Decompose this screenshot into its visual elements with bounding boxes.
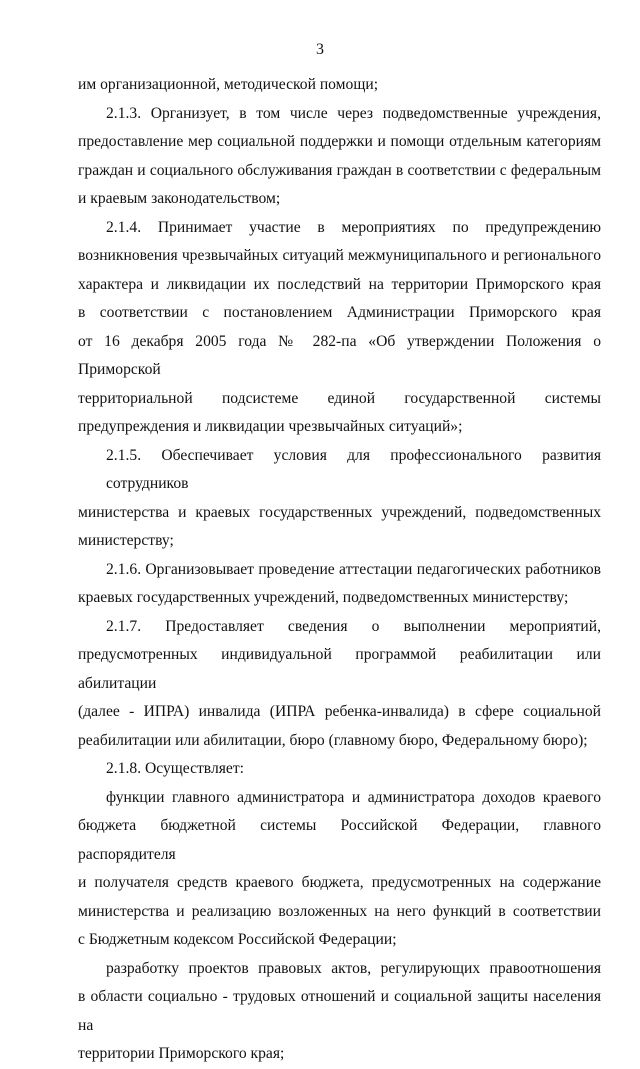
text-line: в области социально - трудовых отношений и социальной защиты населения на xyxy=(78,988,601,1034)
text-line: в соответствии с постановлением Администрации Приморского края xyxy=(78,304,601,321)
paragraph-continuation xyxy=(78,71,601,100)
document-body xyxy=(78,71,601,1069)
paragraph-2-1-8 xyxy=(78,755,601,784)
text-line: предупреждения и ликвидации чрезвычайных ситуаций»; xyxy=(78,418,463,435)
paragraph-2-1-6 xyxy=(78,556,601,613)
text-line: министерству; xyxy=(78,532,174,549)
page-number: 3 xyxy=(316,41,324,58)
text-line: характера и ликвидации их последствий на территории Приморского края xyxy=(78,275,601,293)
text-line: 2.1.3. Организует, в том числе через подведомственные учреждения, xyxy=(106,104,601,122)
paragraph-2-1-3 xyxy=(78,100,601,214)
text-line: 2.1.5. Обеспечивает условия для профессионального развития сотрудников xyxy=(106,446,601,492)
paragraph-functions xyxy=(78,784,601,955)
paragraph-2-1-4 xyxy=(78,214,601,442)
text-line: бюджета бюджетной системы Российской Федерации, главного распорядителя xyxy=(78,817,601,863)
text-line: территориальной подсистеме единой государственной системы xyxy=(78,389,601,407)
text-line: разработку проектов правовых актов, регулирующих правоотношения xyxy=(106,959,601,977)
text-line: 2.1.6. Организовывает проведение аттестации педагогических работников xyxy=(106,560,601,578)
text-line: 2.1.7. Предоставляет сведения о выполнении мероприятий, xyxy=(106,617,601,635)
text-line: 2.1.4. Принимает участие в мероприятиях по предупреждению xyxy=(106,218,601,236)
text-line: краевых государственных учреждений, подведомственных министерству; xyxy=(78,589,569,606)
text-line: реабилитации или абилитации, бюро (главному бюро, Федеральному бюро); xyxy=(78,731,588,749)
text-line: граждан и социального обслуживания граждан в соответствии с федеральным xyxy=(78,161,601,179)
text-line: от 16 декабря 2005 года № 282-па «Об утверждении Положения о Приморской xyxy=(78,332,601,378)
text-line: (далее - ИПРА) инвалида (ИПРА ребенка-инвалида) в сфере социальной xyxy=(78,703,601,720)
text-line: и получателя средств краевого бюджета, предусмотренных на содержание xyxy=(78,874,601,891)
paragraph-drafting xyxy=(78,955,601,1069)
text-line: министерства и краевых государственных учреждений, подведомственных xyxy=(78,503,601,521)
text-line: функции главного администратора и администратора доходов краевого xyxy=(106,788,601,806)
paragraph-2-1-5 xyxy=(78,442,601,556)
paragraph-2-1-7 xyxy=(78,613,601,756)
text-line: возникновения чрезвычайных ситуаций межмуниципального и регионального xyxy=(78,247,601,264)
text-line: и краевым законодательством; xyxy=(78,190,281,207)
text-line: предоставление мер социальной поддержки и помощи отдельным категориям xyxy=(78,133,601,150)
text-line: с Бюджетным кодексом Российской Федерации; xyxy=(78,931,397,948)
text-line: 2.1.8. Осуществляет: xyxy=(106,760,244,777)
text-line: предусмотренных индивидуальной программой реабилитации или абилитации xyxy=(78,646,601,692)
text-line: министерства и реализацию возложенных на него функций в соответствии xyxy=(78,902,601,920)
text-line: им организационной, методической помощи; xyxy=(78,76,379,93)
text-line: территории Приморского края; xyxy=(78,1045,285,1062)
